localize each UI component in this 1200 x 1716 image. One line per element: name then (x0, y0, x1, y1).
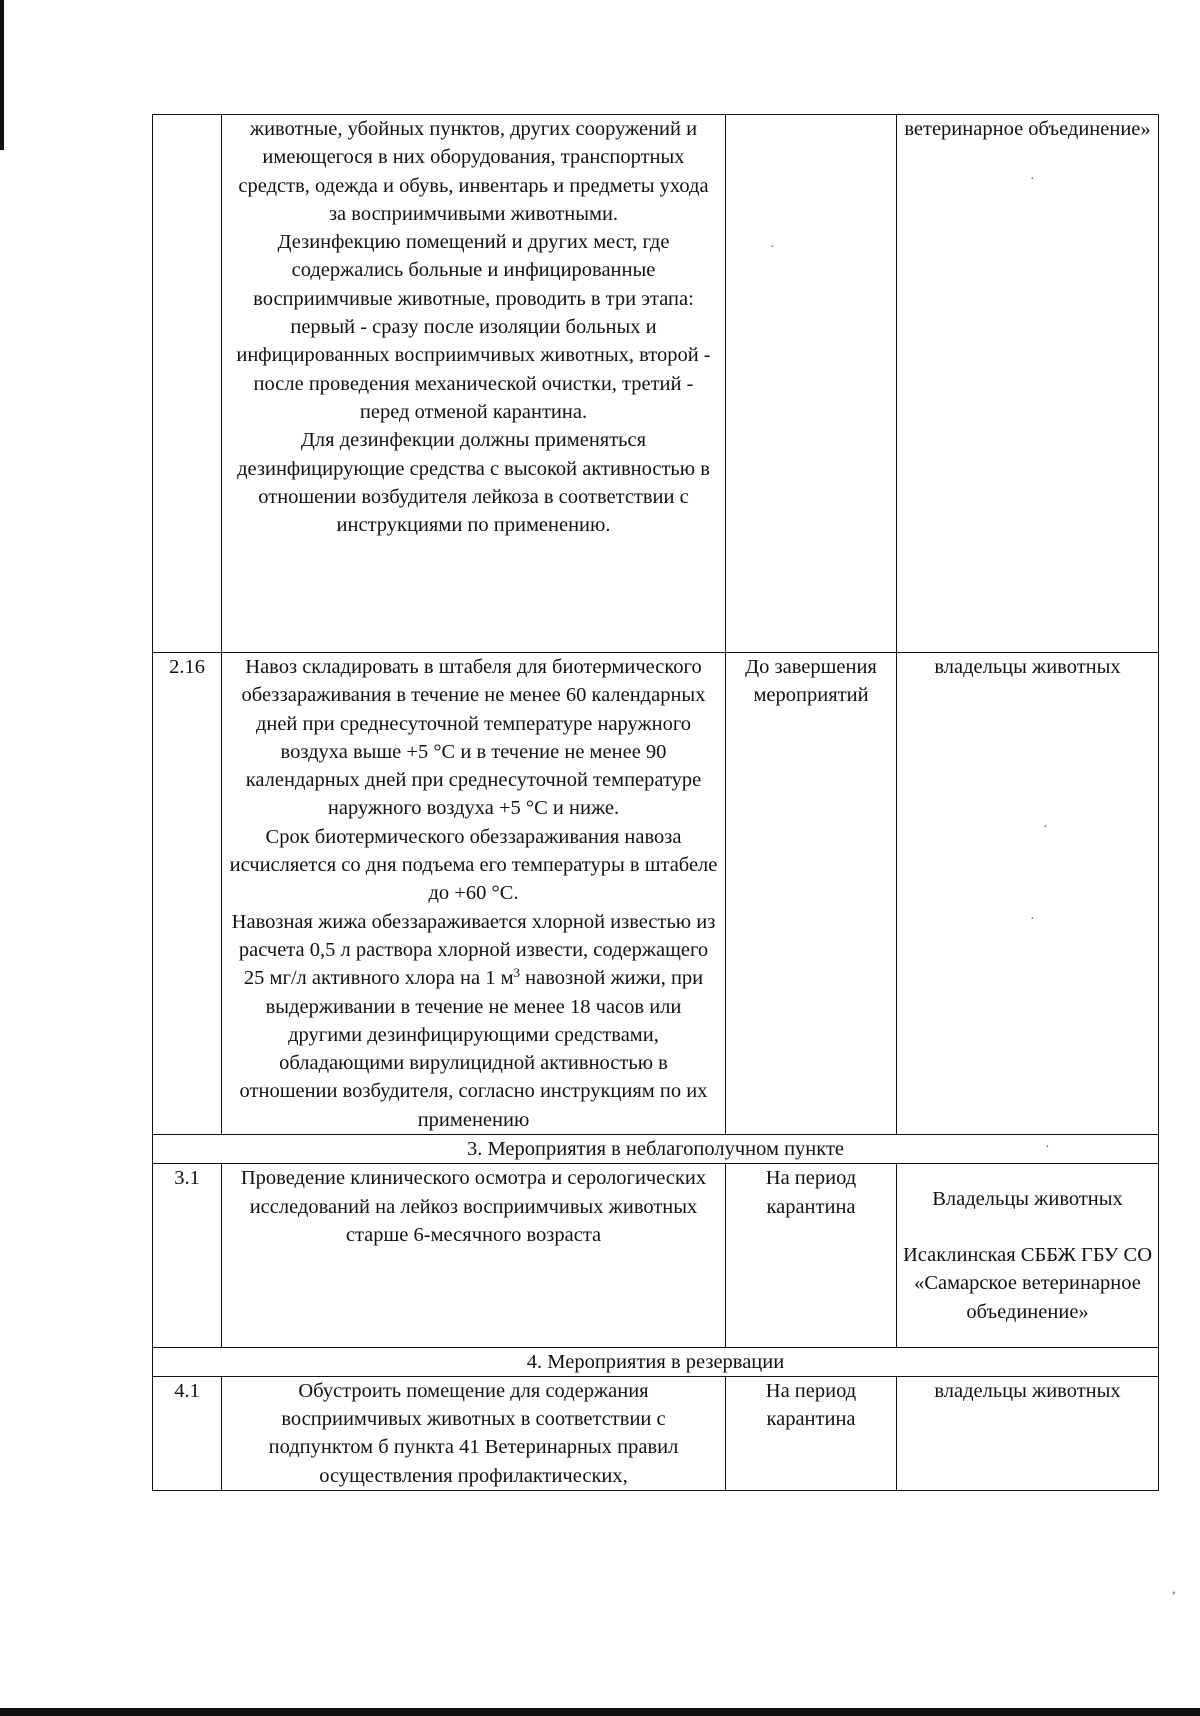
responsible-line: Исаклинская СББЖ ГБУ СО «Самарское ветеринарное объединение» (903, 1244, 1153, 1323)
measures-table (152, 114, 1159, 1491)
section-row (153, 1347, 1159, 1376)
manure-text: навозной жижи, при выдерживании в течение не менее 18 часов или другими дезинфицирующими средствами, обладающими вирулицидной активностью в отношении возбудителя, согласно инструкциям по их применению (239, 967, 708, 1131)
table-row (153, 115, 1159, 653)
section-heading: 3. Мероприятия в неблагополучном пункте (153, 1135, 1159, 1164)
measure-paragraph: Навоз складировать в штабеля для биотермического обеззараживания в течение не менее 60 календарных дней при среднесуточной температуре наружного воздуха выше +5 °С и в течение не менее 90 календарных дней при среднесуточной температуре наружного воздуха +5 °С и ниже. (241, 656, 706, 820)
scan-speck: · (1045, 1140, 1050, 1155)
measure-text (222, 115, 726, 653)
manure-text: Навозная жижа обеззараживается хлорной известью из расчета 0,5 л раствора хлорной извести, содержащего 25 мг/л активного хлора на 1 м (231, 910, 716, 990)
measure-paragraph (228, 908, 719, 1134)
measure-text: Обустроить помещение для содержания восприимчивых животных в соответствии с подпунктом б пункта 41 Ветеринарных правил осуществления профилактических, (222, 1376, 726, 1490)
section-row (153, 1135, 1159, 1164)
scan-speck: · (1043, 820, 1048, 835)
measure-text (222, 653, 726, 1135)
responsible-cell: владельцы животных (897, 1376, 1159, 1490)
section-heading: 4. Мероприятия в резервации (153, 1347, 1159, 1376)
row-number: 3.1 (153, 1164, 222, 1347)
term-cell: До завершения мероприятий (726, 653, 897, 1135)
scan-edge-left (0, 0, 4, 150)
scan-speck: · (770, 240, 775, 255)
responsible-cell: владельцы животных (897, 653, 1159, 1135)
responsible-cell (897, 1164, 1159, 1347)
table-row (153, 1164, 1159, 1347)
responsible-line: Владельцы животных (932, 1187, 1123, 1210)
scan-speck: · (1030, 172, 1035, 187)
scan-speck: , (1172, 1582, 1176, 1597)
measure-paragraph: животные, убойных пунктов, других сооружений и имеющегося в них оборудования, транспортных средств, одежда и обувь, инвентарь и предметы ухода за восприимчивыми животными. (238, 118, 709, 225)
table-row (153, 653, 1159, 1135)
term-cell (726, 115, 897, 653)
term-cell: На период карантина (726, 1376, 897, 1490)
scan-speck: · (1030, 912, 1035, 927)
scan-edge-bottom (0, 1708, 1200, 1716)
measure-paragraph: Срок биотермического обеззараживания навоза исчисляется со дня подъема его температуры в штабеле до +60 °С. (229, 825, 718, 905)
table-row (153, 1376, 1159, 1490)
responsible-cell: ветеринарное объединение» (897, 115, 1159, 653)
row-number (153, 115, 222, 653)
superscript: 3 (513, 965, 521, 981)
measure-paragraph: Дезинфекцию помещений и других мест, где содержались больные и инфицированные восприимчивые животные, проводить в три этапа: первый - сразу после изоляции больных и инфицированных восприимчивых животных, второй - после проведения механической очистки, третий - перед отменой карантина. (236, 231, 711, 423)
measure-text: Проведение клинического осмотра и серологических исследований на лейкоз восприимчивых животных старше 6-месячного возраста (222, 1164, 726, 1347)
term-cell: На период карантина (726, 1164, 897, 1347)
measure-paragraph: Для дезинфекции должны применяться дезинфицирующие средства с высокой активностью в отношении возбудителя лейкоза в соответствии с инструкциями по применению. (237, 429, 710, 537)
row-number: 4.1 (153, 1376, 222, 1490)
row-number: 2.16 (153, 653, 222, 1135)
